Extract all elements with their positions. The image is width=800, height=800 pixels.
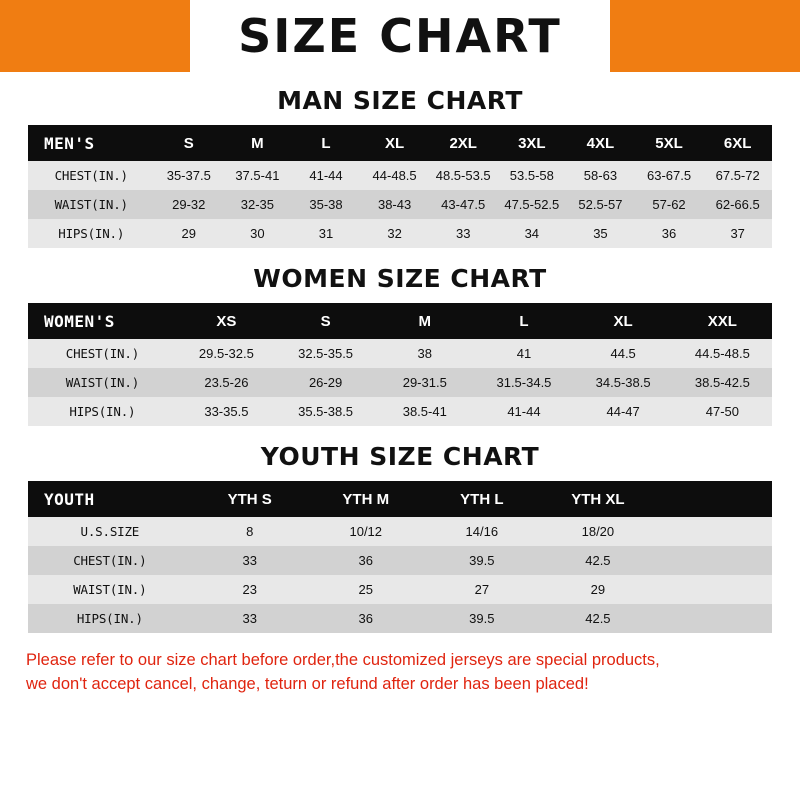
men-row-0-v1: 37.5-41 xyxy=(235,168,280,183)
youth-size-table xyxy=(28,481,772,633)
men-row-1-v7: 57-62 xyxy=(652,197,686,212)
women-row-0-v5: 44.5-48.5 xyxy=(694,346,750,361)
men-row-0-v3: 44-48.5 xyxy=(372,168,417,183)
men-col-1: M xyxy=(251,134,264,152)
women-col-0: XS xyxy=(216,312,237,330)
youth-col-1: YTH M xyxy=(342,490,390,508)
men-corner-label: MEN'S xyxy=(44,133,95,153)
men-col-2: L xyxy=(321,134,331,152)
men-col-0: S xyxy=(183,134,194,152)
header-banner xyxy=(0,0,800,72)
youth-row-0-blank xyxy=(656,517,772,546)
men-row-1-v8: 62-66.5 xyxy=(715,197,760,212)
men-col-5: 3XL xyxy=(518,134,546,152)
men-row-2-v3: 32 xyxy=(387,226,402,241)
men-row-0-v8: 67.5-72 xyxy=(715,168,760,183)
youth-row-0-v3: 18/20 xyxy=(581,524,615,539)
table-row xyxy=(28,161,772,190)
men-col-7: 5XL xyxy=(655,134,683,152)
youth-row-3-v2: 39.5 xyxy=(469,611,495,626)
men-row-1-v0: 29-32 xyxy=(172,197,206,212)
table-row xyxy=(28,575,772,604)
men-section-title: MAN SIZE CHART xyxy=(277,86,523,115)
content-area xyxy=(0,86,800,633)
footer-line-2: we don't accept cancel, change, teturn or refund after order has been placed! xyxy=(26,674,589,693)
women-row-0-label: CHEST(IN.) xyxy=(65,346,140,361)
women-col-5: XXL xyxy=(707,312,737,330)
men-row-1-label: WAIST(IN.) xyxy=(54,197,128,212)
women-row-0-v2: 38 xyxy=(417,346,432,361)
page-title: SIZE CHART xyxy=(238,9,562,63)
men-col-6: 4XL xyxy=(586,134,615,152)
youth-row-0-v2: 14/16 xyxy=(465,524,499,539)
youth-row-3-v3: 42.5 xyxy=(585,611,611,626)
men-row-0-v2: 41-44 xyxy=(309,168,343,183)
footer-disclaimer xyxy=(26,649,774,697)
youth-row-2-v1: 25 xyxy=(358,582,373,597)
men-row-1-v4: 43-47.5 xyxy=(441,197,486,212)
youth-row-1-v1: 36 xyxy=(358,553,373,568)
men-row-2-v5: 34 xyxy=(524,226,540,241)
table-row xyxy=(28,604,772,633)
youth-row-1-blank xyxy=(656,546,772,575)
women-col-2: M xyxy=(418,312,432,330)
women-size-table xyxy=(28,303,772,426)
youth-row-2-label: WAIST(IN.) xyxy=(73,582,147,597)
men-row-0-v7: 63-67.5 xyxy=(646,168,692,183)
youth-row-0-v0: 8 xyxy=(246,524,254,539)
men-row-2-v6: 35 xyxy=(593,226,608,241)
men-row-1-v1: 32-35 xyxy=(240,197,274,212)
women-col-4: XL xyxy=(613,312,633,330)
women-row-1-v5: 38.5-42.5 xyxy=(694,375,750,390)
men-row-2-v2: 31 xyxy=(318,226,334,241)
youth-row-0-v1: 10/12 xyxy=(349,524,383,539)
women-row-0-v1: 32.5-35.5 xyxy=(298,346,354,361)
table-row xyxy=(28,546,772,575)
men-row-1-v5: 47.5-52.5 xyxy=(504,197,560,212)
youth-col-0: YTH S xyxy=(227,490,272,508)
youth-row-2-v3: 29 xyxy=(590,582,606,597)
table-header-row xyxy=(28,125,772,161)
women-row-2-v5: 47-50 xyxy=(705,404,739,419)
women-row-1-label: WAIST(IN.) xyxy=(65,375,140,390)
table-row xyxy=(28,219,772,248)
women-row-1-v0: 23.5-26 xyxy=(204,375,249,390)
women-row-0-v0: 29.5-32.5 xyxy=(198,346,254,361)
women-col-3: L xyxy=(519,312,529,330)
youth-row-2-v0: 23 xyxy=(242,582,257,597)
men-row-2-v0: 29 xyxy=(181,226,196,241)
youth-row-1-v2: 39.5 xyxy=(469,553,495,568)
women-row-2-v1: 35.5-38.5 xyxy=(298,404,354,419)
men-row-0-v4: 48.5-53.5 xyxy=(435,168,491,183)
women-row-0-v4: 44.5 xyxy=(610,346,636,361)
table-row xyxy=(28,517,772,546)
men-row-2-v8: 37 xyxy=(730,226,745,241)
women-row-0-v3: 41 xyxy=(516,346,532,361)
women-row-2-v0: 33-35.5 xyxy=(204,404,249,419)
women-corner-label: WOMEN'S xyxy=(44,311,115,331)
men-row-2-v4: 33 xyxy=(455,226,471,241)
men-row-0-v0: 35-37.5 xyxy=(166,168,211,183)
youth-col-blank xyxy=(656,481,772,517)
women-row-1-v3: 31.5-34.5 xyxy=(496,375,552,390)
men-row-0-v5: 53.5-58 xyxy=(509,168,554,183)
youth-row-1-v0: 33 xyxy=(242,553,257,568)
table-row xyxy=(28,368,772,397)
women-row-1-v2: 29-31.5 xyxy=(402,375,447,390)
women-row-2-label: HIPS(IN.) xyxy=(69,404,136,419)
youth-row-2-v2: 27 xyxy=(474,582,490,597)
footer-line-1: Please refer to our size chart before order,the customized jerseys are special products, xyxy=(26,651,660,669)
women-section-title: WOMEN SIZE CHART xyxy=(253,264,547,293)
men-row-1-v6: 52.5-57 xyxy=(578,197,623,212)
women-row-2-v3: 41-44 xyxy=(507,404,541,419)
youth-row-3-label: HIPS(IN.) xyxy=(76,611,143,626)
women-row-1-v1: 26-29 xyxy=(308,375,343,390)
youth-section-title: YOUTH SIZE CHART xyxy=(260,442,540,471)
men-row-2-v1: 30 xyxy=(250,226,265,241)
men-row-2-label: HIPS(IN.) xyxy=(58,226,125,241)
youth-row-3-v0: 33 xyxy=(242,611,257,626)
youth-row-3-v1: 36 xyxy=(358,611,373,626)
men-row-0-v6: 58-63 xyxy=(583,168,618,183)
women-row-2-v4: 44-47 xyxy=(606,404,640,419)
youth-col-3: YTH XL xyxy=(571,490,625,508)
youth-col-2: YTH L xyxy=(460,490,504,508)
men-col-4: 2XL xyxy=(449,134,477,152)
table-row xyxy=(28,397,772,426)
women-row-2-v2: 38.5-41 xyxy=(402,404,447,419)
men-col-8: 6XL xyxy=(723,134,752,152)
youth-row-2-blank xyxy=(656,575,772,604)
table-row xyxy=(28,339,772,368)
youth-row-1-label: CHEST(IN.) xyxy=(73,553,147,568)
men-row-2-v7: 36 xyxy=(661,226,677,241)
men-col-3: XL xyxy=(385,134,405,152)
women-col-1: S xyxy=(320,312,331,330)
youth-row-3-blank xyxy=(656,604,772,633)
youth-row-1-v3: 42.5 xyxy=(585,553,611,568)
table-header-row xyxy=(28,303,772,339)
youth-corner-label: YOUTH xyxy=(44,489,95,509)
men-row-1-v3: 38-43 xyxy=(377,197,412,212)
men-size-table xyxy=(28,125,772,248)
table-header-row xyxy=(28,481,772,517)
table-row xyxy=(28,190,772,219)
men-row-1-v2: 35-38 xyxy=(309,197,343,212)
women-row-1-v4: 34.5-38.5 xyxy=(595,375,651,390)
youth-row-0-label: U.S.SIZE xyxy=(80,524,140,539)
men-row-0-label: CHEST(IN.) xyxy=(54,168,128,183)
